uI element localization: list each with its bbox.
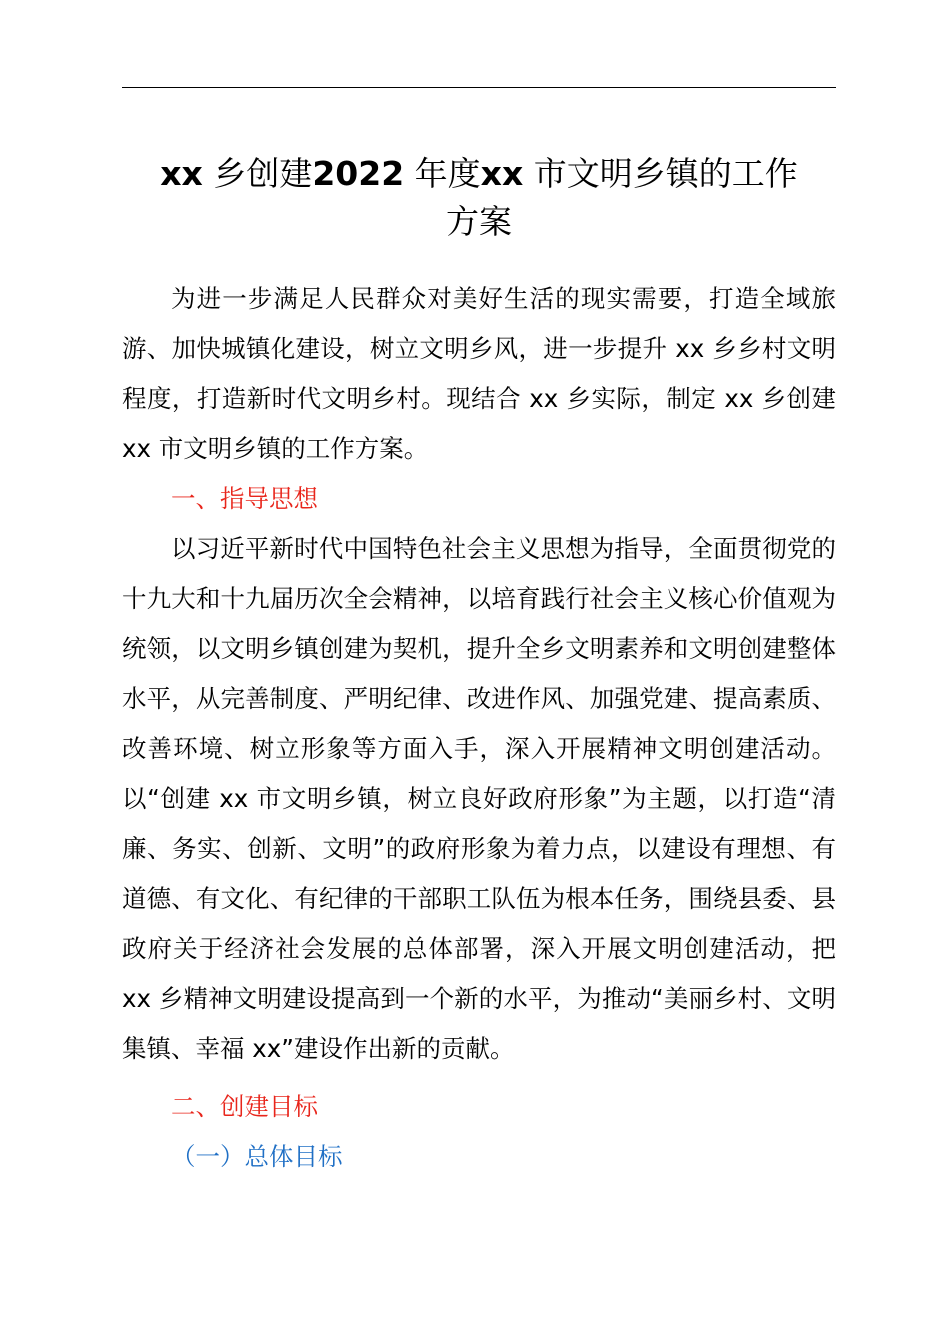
title-part-4: 年度 bbox=[414, 154, 481, 193]
title-line-1 bbox=[122, 150, 836, 198]
document-body bbox=[122, 274, 836, 1182]
title-part-6: 市文明乡镇的工作 bbox=[533, 154, 798, 193]
document-title bbox=[122, 150, 836, 246]
guiding-ideology-paragraph: 以习近平新时代中国特色社会主义思想为指导，全面贯彻党的十九大和十九届历次全会精神，以培育践行社会主义核心价值观为统领，以文明乡镇创建为契机，提升全乡文明素养和文明创建整体水平，从完善制度、严明纪律、改进作风、加强党建、提高素质、改善环境、树立形象等方面入手，深入开展精神文明创建活动。以“创建 xx 市文明乡镇，树立良好政府形象”为主题，以打造“清廉、务实、创新、文明”的政府形象为着力点，以建设有理想、有道德、有文化、有纪律的干部职工队伍为根本任务，围绕县委、县政府关于经济社会发展的总体部署，深入开展文明创建活动，把 xx 乡精神文明建设提高到一个新的水平，为推动“美丽乡村、文明集镇、幸福 xx”建设作出新的贡献。 bbox=[122, 534, 836, 1063]
title-part-5: xx bbox=[480, 154, 524, 193]
title-part-1: xx bbox=[160, 154, 203, 193]
section-heading-creation-goals: 二、创建目标 bbox=[171, 1092, 318, 1121]
title-line-2: 方案 bbox=[446, 202, 512, 241]
title-part-3: 2022 bbox=[312, 154, 405, 193]
title-part-2: 乡创建 bbox=[213, 154, 313, 193]
intro-paragraph: 为进一步满足人民群众对美好生活的现实需要，打造全域旅游、加快城镇化建设，树立文明乡风，进一步提升 xx 乡乡村文明程度，打造新时代文明乡村。现结合 xx 乡实际，制定 xx 乡创建 xx 市文明乡镇的工作方案。 bbox=[122, 284, 836, 463]
section-heading-guiding-ideology: 一、指导思想 bbox=[171, 484, 318, 513]
subsection-heading-overall-goal: （一）总体目标 bbox=[171, 1142, 343, 1171]
header-rule bbox=[122, 87, 836, 88]
